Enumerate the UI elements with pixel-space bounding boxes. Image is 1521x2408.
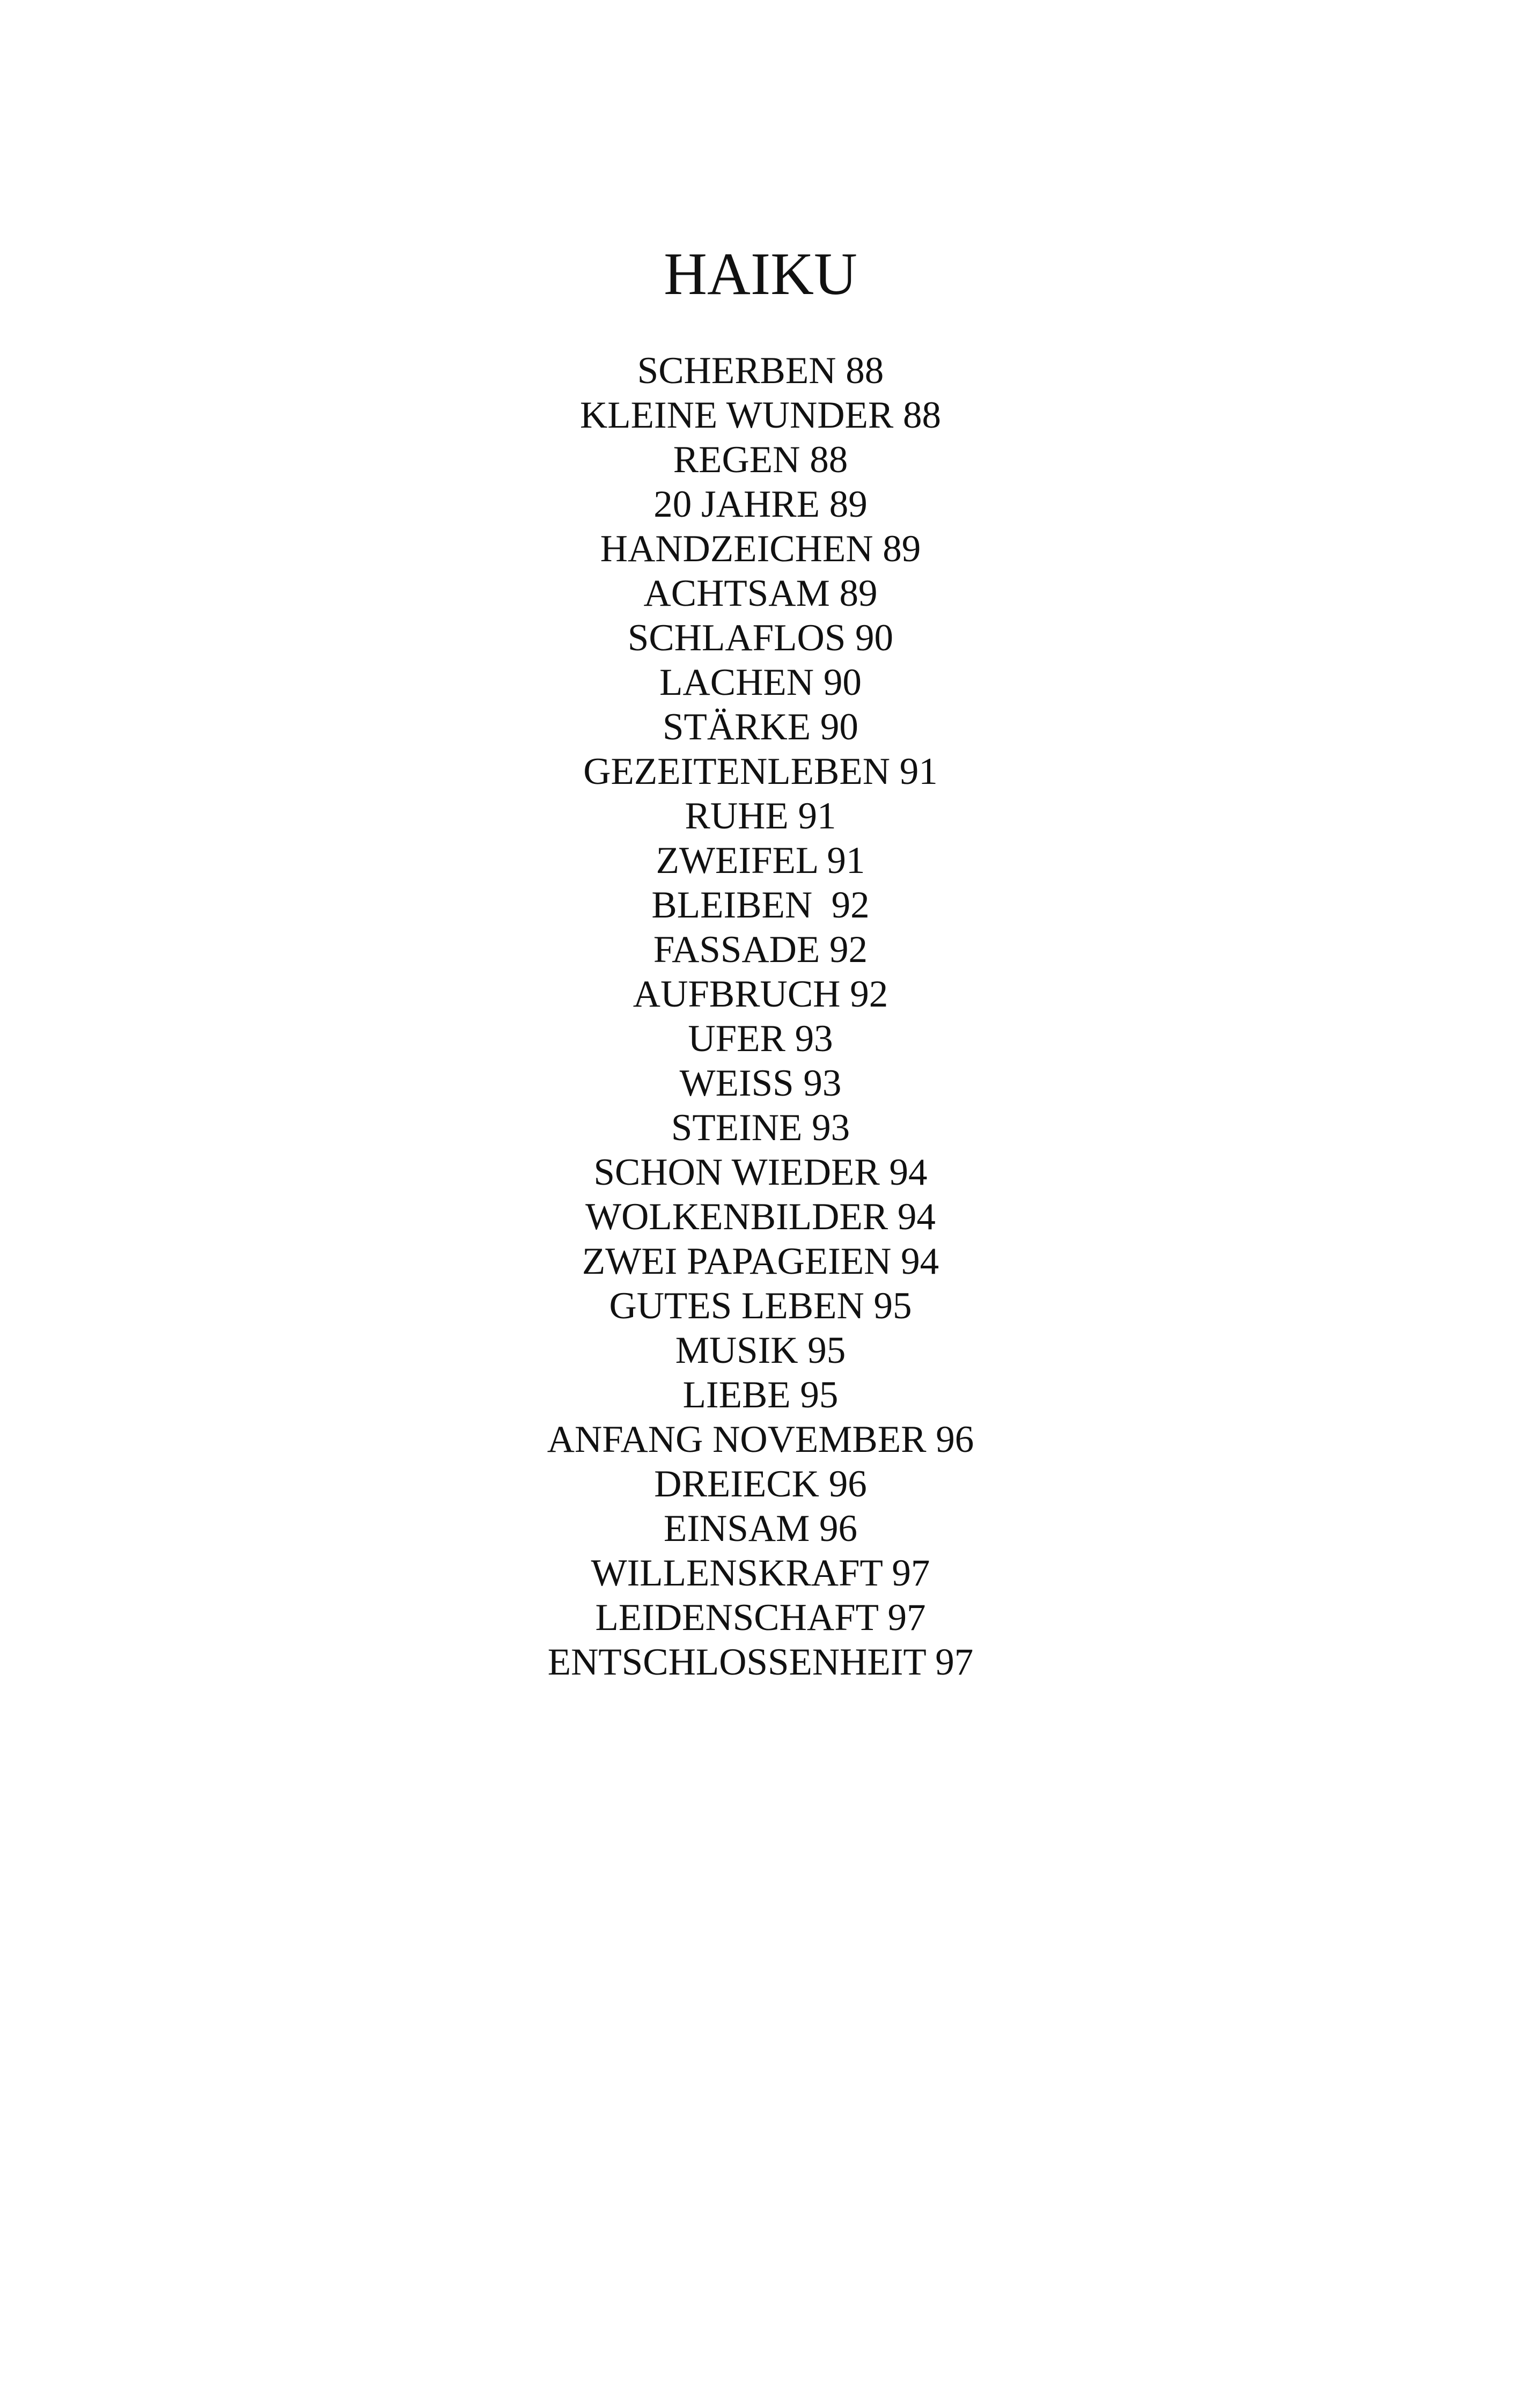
toc-entry: MUSIK 95 [675, 1330, 846, 1371]
toc-entry: AUFBRUCH 92 [633, 973, 888, 1015]
toc-entry: FASSADE 92 [653, 929, 868, 971]
toc-entry: UFER 93 [688, 1018, 833, 1060]
toc-entry: REGEN 88 [673, 439, 848, 481]
toc-entry: KLEINE WUNDER 88 [579, 394, 942, 436]
toc-entry: GUTES LEBEN 95 [609, 1285, 912, 1327]
toc-entry: STEINE 93 [671, 1107, 850, 1149]
toc-entry: EINSAM 96 [664, 1508, 857, 1550]
page-title: HAIKU [664, 241, 857, 307]
toc-entry: ENTSCHLOSSENHEIT 97 [547, 1641, 974, 1683]
toc-entry: WILLENSKRAFT 97 [591, 1552, 930, 1594]
toc-entry: STÄRKE 90 [663, 706, 858, 748]
table-of-contents [0, 349, 1521, 1685]
toc-entry: GEZEITENLEBEN 91 [583, 751, 938, 792]
toc-entry: BLEIBEN 92 [651, 884, 870, 926]
toc-entry: ZWEI PAPAGEIEN 94 [582, 1240, 939, 1282]
toc-entry: HANDZEICHEN 89 [600, 528, 921, 570]
toc-entry: SCHON WIEDER 94 [593, 1151, 928, 1193]
toc-entry: WOLKENBILDER 94 [585, 1196, 936, 1238]
toc-entry: LEIDENSCHAFT 97 [595, 1597, 926, 1639]
toc-entry: ZWEIFEL 91 [656, 840, 865, 882]
toc-entry: ANFANG NOVEMBER 96 [547, 1419, 974, 1460]
toc-entry: WEISS 93 [679, 1062, 842, 1104]
toc-entry: SCHERBEN 88 [637, 350, 884, 392]
toc-entry: RUHE 91 [685, 795, 836, 837]
toc-entry: SCHLAFLOS 90 [627, 617, 894, 659]
toc-entry: 20 JAHRE 89 [653, 483, 868, 525]
toc-entry: DREIECK 96 [654, 1463, 867, 1505]
toc-entry: LACHEN 90 [659, 662, 862, 703]
toc-entry: ACHTSAM 89 [643, 572, 878, 614]
toc-entry: LIEBE 95 [682, 1374, 839, 1416]
